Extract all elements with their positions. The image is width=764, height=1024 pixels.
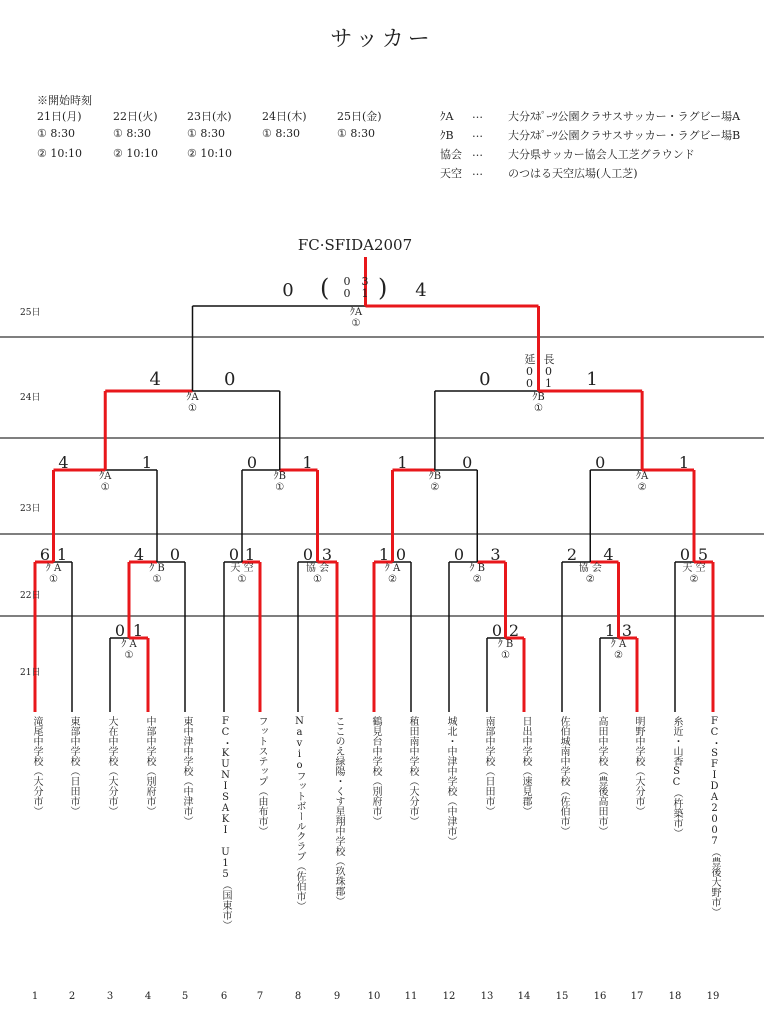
r2-match-2-score-left: 4 (133, 545, 145, 564)
r2-match-2-venue: ｸ B ① (149, 563, 165, 585)
r2-match-1-score-left: 6 (39, 545, 51, 564)
team-number: 19 (706, 991, 720, 1002)
team-city: （別府市） (370, 776, 381, 826)
schedule-date: 22日(火) (113, 110, 158, 123)
team-name (178, 716, 192, 988)
team-number: 4 (144, 991, 152, 1002)
team-school: 東中津中学校 (181, 716, 192, 776)
r1-match-1-score-right: 1 (132, 621, 144, 640)
r2-match-6-score-left: 0 (453, 545, 465, 564)
r2-match-1-venue: ｸ A ① (45, 563, 62, 585)
qf-match-4-score-right: 1 (678, 453, 690, 472)
team-name (517, 716, 531, 988)
team-city: （大分市） (106, 766, 117, 816)
team-number: 5 (181, 991, 189, 1002)
team-name (480, 716, 494, 988)
schedule-slot-1: ① 8:30 (337, 127, 376, 140)
schedule-slot-1: ① 8:30 (113, 127, 152, 140)
team-city: （速見郡） (520, 766, 531, 816)
qf-match-2-score-right: 1 (302, 453, 313, 472)
r1-match-2-score-left: 0 (491, 621, 503, 640)
team-school: 東部中学校 (68, 716, 79, 766)
team-name (404, 716, 418, 988)
sf-match-1-score-right: 0 (224, 369, 236, 390)
schedule-slot-1: ① 8:30 (262, 127, 301, 140)
schedule-date: 24日(木) (262, 110, 307, 123)
schedule-slot-2: ② 10:10 (113, 147, 159, 160)
venue-name: 大分ｽﾎﾟｰﾂ公園クラサスサッカー・ラグビー場A (508, 110, 741, 123)
qf-match-1-score-right: 1 (141, 453, 153, 472)
champion-name: FC·SFIDA2007 (297, 236, 413, 254)
team-number: 1 (31, 991, 39, 1002)
schedule-slot-1: ① 8:30 (37, 127, 76, 140)
team-city: （豊後大野市） (709, 847, 720, 917)
team-number: 11 (404, 991, 418, 1002)
team-name (291, 716, 305, 988)
venue-abbr: 協会 (440, 148, 462, 161)
schedule-date: 23日(水) (187, 110, 232, 123)
team-city: （日田市） (68, 766, 79, 816)
qf-match-2-venue: ｸB ① (273, 471, 286, 493)
team-name (141, 716, 155, 988)
venue-dots: … (472, 165, 483, 178)
team-number: 7 (256, 991, 264, 1002)
r2-match-7-venue: 協 会 ② (578, 563, 602, 585)
team-name (555, 716, 569, 988)
r2-match-3-venue: 天 空 ① (230, 563, 254, 585)
sf-match-2-score-left: 0 (479, 369, 491, 390)
qf-match-1-venue: ｸA ① (99, 471, 112, 493)
team-city: （中津市） (181, 776, 192, 826)
team-school: 大在中学校 (106, 716, 117, 766)
r2-match-7-score-left: 2 (566, 545, 578, 564)
r1-match-1-score-left: 0 (114, 621, 126, 640)
sf-match-1-venue: ｸA ① (186, 392, 199, 414)
schedule-date: 21日(月) (37, 110, 82, 123)
team-city: （杵築市） (671, 788, 682, 838)
final-pk-left: 0 0 (343, 275, 351, 300)
schedule-date: 25日(金) (337, 110, 382, 123)
qf-match-3-score-right: 0 (462, 453, 473, 472)
schedule-slot-2: ② 10:10 (187, 147, 233, 160)
r2-match-3-score-right: 1 (244, 545, 256, 564)
sf-penalty: 長 0 1 (543, 353, 555, 390)
team-number: 18 (668, 991, 682, 1002)
qf-match-4-venue: ｸA ② (636, 471, 649, 493)
team-name (630, 716, 644, 988)
r2-match-5-venue: ｸ A ② (384, 563, 401, 585)
team-name (367, 716, 381, 988)
r1-match-2-score-right: 2 (508, 621, 520, 640)
r1-match-3-score-right: 3 (621, 621, 633, 640)
team-name (442, 716, 456, 988)
team-name (668, 716, 682, 988)
final-score-left: 0 (282, 280, 294, 301)
day-label-23: 23日 (20, 504, 41, 514)
final-score-right: 4 (415, 280, 427, 301)
team-number: 15 (555, 991, 569, 1002)
team-school: 佐伯城南中学校 (558, 716, 569, 786)
team-city: （由布市） (256, 786, 267, 836)
sf-extra-time: 延 0 0 (524, 353, 536, 390)
sf-match-1-score-left: 4 (149, 369, 161, 390)
team-school: FC・KUNISAKI U15 (220, 716, 231, 880)
team-city: （大分市） (633, 766, 644, 816)
team-school: FC・SFIDA2007 (709, 716, 720, 847)
r2-match-6-score-right: 3 (490, 545, 501, 564)
r2-match-8-venue: 天 空 ② (682, 563, 706, 585)
page-title: サッカー (330, 27, 434, 52)
team-city: （佐伯市） (558, 786, 569, 836)
r2-match-8-score-right: 5 (697, 545, 709, 564)
sf-match-2-venue: ｸB ① (532, 392, 545, 414)
team-school: ここのえ緑陽・くす星翔中学校 (333, 716, 344, 856)
venue-abbr: 天空 (440, 167, 462, 180)
team-number: 9 (333, 991, 341, 1002)
team-school: 糸近・山香SC (671, 716, 682, 788)
r2-match-4-score-right: 3 (321, 545, 333, 564)
team-name (253, 716, 267, 988)
team-number: 12 (442, 991, 456, 1002)
r2-match-4-score-left: 0 (302, 545, 314, 564)
venue-abbr: ｸB (440, 129, 454, 142)
team-number: 16 (593, 991, 607, 1002)
team-name (217, 716, 231, 988)
qf-match-2-score-left: 0 (246, 453, 258, 472)
team-city: （中津市） (445, 796, 456, 846)
team-school: 南部中学校 (483, 716, 494, 766)
final-paren-close: ) (378, 274, 388, 302)
venue-name: のつはる天空広場(人工芝) (508, 167, 638, 180)
team-number: 2 (68, 991, 76, 1002)
venue-name: 大分ｽﾎﾟｰﾂ公園クラサスサッカー・ラグビー場B (508, 129, 741, 142)
venue-abbr: ｸA (440, 110, 454, 123)
r2-match-6-venue: ｸ B ② (469, 563, 486, 585)
schedule-slot-1: ① 8:30 (187, 127, 226, 140)
team-city: （佐伯市） (294, 861, 305, 911)
team-school: 滝尾中学校 (31, 716, 42, 766)
team-city: （日田市） (483, 766, 494, 816)
final-paren-open: ( (320, 274, 330, 302)
team-name (593, 716, 607, 988)
day-label-25: 25日 (20, 308, 41, 318)
r2-match-5-score-left: 1 (378, 545, 390, 564)
qf-match-1-score-left: 4 (58, 453, 69, 472)
team-school: 稙田南中学校 (407, 716, 418, 776)
venue-name: 大分県サッカー協会人工芝グラウンド (508, 148, 695, 161)
team-number: 14 (517, 991, 531, 1002)
venue-dots: … (472, 146, 483, 159)
team-school: 明野中学校 (633, 716, 644, 766)
r1-match-3-score-left: 1 (604, 621, 616, 640)
r2-match-4-venue: 協 会 ① (305, 563, 330, 585)
team-number: 8 (294, 991, 302, 1002)
r2-match-3-score-left: 0 (228, 545, 240, 564)
qf-match-3-venue: ｸB ② (428, 471, 442, 493)
team-city: （玖珠郡） (333, 856, 344, 906)
sf-match-2-score-right: 1 (586, 369, 598, 390)
team-number: 6 (220, 991, 228, 1002)
team-name (103, 716, 117, 988)
team-number: 17 (630, 991, 644, 1002)
r1-match-3-venue: ｸ A ② (610, 639, 627, 661)
team-city: （豊後高田市） (596, 766, 607, 836)
team-school: 高田中学校 (596, 716, 607, 766)
team-name (28, 716, 42, 988)
qf-match-3-score-left: 1 (397, 453, 408, 472)
schedule-heading: ※開始時刻 (37, 94, 92, 107)
final-venue: ｸA ① (349, 307, 363, 329)
qf-match-4-score-left: 0 (595, 453, 606, 472)
r1-match-2-venue: ｸ B ① (497, 639, 514, 661)
final-pk-right: 3 1 (361, 275, 369, 300)
team-school: 城北・中津中学校 (445, 716, 456, 796)
r2-match-1-score-right: 1 (56, 545, 68, 564)
team-city: （大分市） (31, 766, 42, 816)
r2-match-5-score-right: 0 (395, 545, 407, 564)
venue-dots: … (472, 127, 483, 140)
team-name (706, 716, 720, 988)
team-school: 中部中学校 (144, 716, 155, 766)
day-label-21: 21日 (20, 668, 41, 678)
schedule-slot-2: ② 10:10 (37, 147, 83, 160)
venue-dots: … (472, 108, 483, 121)
r1-match-1-venue: ｸ A ① (121, 639, 137, 661)
team-school: Navioフットボールクラブ (294, 716, 305, 861)
team-school: 鶴見台中学校 (370, 716, 381, 776)
r2-match-2-score-right: 0 (169, 545, 181, 564)
r2-match-8-score-left: 0 (679, 545, 691, 564)
team-city: （国東市） (220, 880, 231, 930)
team-school: フットステップ (256, 716, 267, 786)
day-label-24: 24日 (20, 393, 41, 403)
team-city: （別府市） (144, 766, 155, 816)
team-school: 日出中学校 (520, 716, 531, 766)
day-label-22: 22日 (20, 591, 41, 601)
r2-match-7-score-right: 4 (603, 545, 614, 564)
team-name (330, 716, 344, 988)
team-city: （大分市） (407, 776, 418, 826)
team-number: 10 (367, 991, 381, 1002)
team-name (65, 716, 79, 988)
team-number: 13 (480, 991, 494, 1002)
team-number: 3 (106, 991, 114, 1002)
